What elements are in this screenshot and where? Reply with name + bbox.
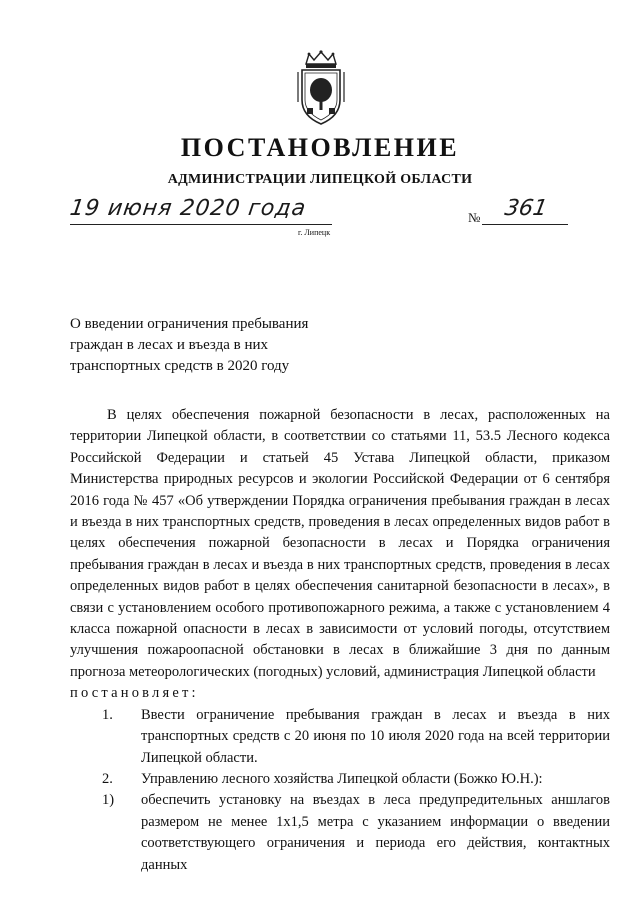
city-label: г. Липецк bbox=[298, 228, 331, 237]
number-underline bbox=[482, 224, 568, 225]
document-body bbox=[70, 405, 610, 876]
document-issuer: АДМИНИСТРАЦИИ ЛИПЕЦКОЙ ОБЛАСТИ bbox=[167, 172, 473, 187]
list-item bbox=[70, 769, 610, 790]
heading-line: транспортных средств в 2020 году bbox=[70, 358, 290, 374]
heading-line: О введении ограничения пребывания bbox=[70, 316, 309, 332]
coat-of-arms-icon bbox=[294, 50, 348, 126]
resolves-label: постановляет: bbox=[70, 685, 199, 702]
date-underline bbox=[70, 224, 332, 225]
resolution-heading bbox=[70, 314, 308, 377]
list-item bbox=[70, 790, 610, 876]
heading-line: граждан в лесах и въезда в них bbox=[70, 337, 269, 353]
handwritten-number: 361 bbox=[502, 196, 550, 221]
item-text: Управлению лесного хозяйства Липецкой области (Божко Ю.Н.): bbox=[141, 770, 543, 787]
number-label: № bbox=[468, 210, 481, 225]
document-title: ПОСТАНОВЛЕНИЕ bbox=[180, 133, 460, 162]
item-text: Ввести ограничение пребывания граждан в лесах и въезда в них транспортных средств с 20 июня по 10 июля 2020 года на всей территории Липецкой области. bbox=[141, 706, 610, 766]
list-item bbox=[70, 705, 610, 769]
preamble-paragraph: В целях обеспечения пожарной безопасности в лесах, расположенных на территории Липецкой области, в соответствии со статьями 11, 53.5 Лесного кодекса Российской Федерации и статьей 45 Устава Липецкой области, приказом Министерства природных ресурсов и экологии Российской Федерации от 6 сентября 2016 года № 457 «Об утверждении Порядка ограничения пребывания граждан в лесах и въезда в них транспортных средств, проведения в лесах определенных видов работ в целях обеспечения пожарной безопасности в лесах и Порядка ограничения пребывания граждан в лесах и въезда в них транспортных средств, проведения в лесах определенных видов работ в целях обеспечения санитарной безопасности в лесах», в связи с установлением особого противопожарного режима, а также с установлением 4 класса пожарной опасности в лесах в зависимости от условий погоды, отсутствием улучшения пожароопасной обстановки в лесах в ближайшие 3 дня по данным прогноза метеорологических (погодных) условий, администрация Липецкой области bbox=[70, 407, 610, 680]
item-text: обеспечить установку на въездах в леса предупредительных аншлагов размером не менее 1х1,5 метра с указанием информации о введении соответствующего ограничения и периода его действия, контактных данных bbox=[141, 792, 610, 873]
item-number: 1) bbox=[102, 792, 115, 809]
item-number: 1. bbox=[102, 706, 113, 723]
handwritten-date: 19 июня 2020 года bbox=[68, 196, 308, 221]
item-number: 2. bbox=[102, 770, 113, 787]
